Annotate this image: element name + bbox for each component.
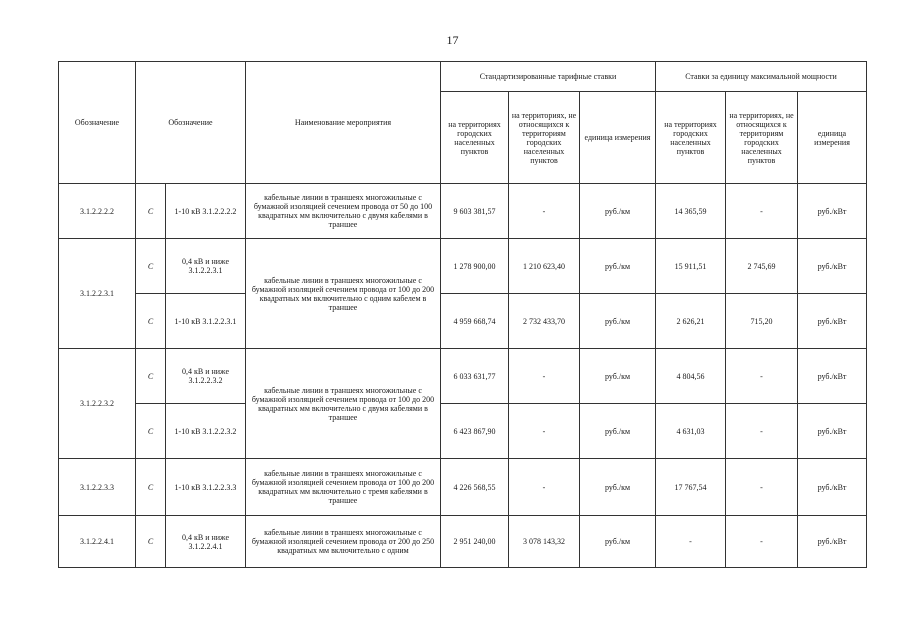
- row-std-unit: руб./км: [580, 239, 656, 294]
- row-code: 3.1.2.2.2.2: [59, 184, 136, 239]
- row-measure-name: кабельные линии в траншеях многожильные с бумажной изоляцией сечением провода от 100 до 200 квадратных мм включительно с одним кабелем в траншее: [246, 239, 441, 349]
- table-row: [59, 349, 867, 404]
- table-row: [59, 516, 867, 568]
- row-voltage: 1-10 кВ 3.1.2.2.3.3: [166, 459, 246, 516]
- row-pwr-unit: руб./кВт: [798, 459, 867, 516]
- row-pwr-urban: 4 804,56: [656, 349, 726, 404]
- row-std-nonurban: -: [509, 184, 580, 239]
- row-c: С: [136, 404, 166, 459]
- row-std-unit: руб./км: [580, 404, 656, 459]
- row-std-nonurban: -: [509, 404, 580, 459]
- row-voltage: 1-10 кВ 3.1.2.2.2.2: [166, 184, 246, 239]
- row-pwr-urban: -: [656, 516, 726, 568]
- row-pwr-unit: руб./кВт: [798, 184, 867, 239]
- row-std-unit: руб./км: [580, 459, 656, 516]
- row-pwr-unit: руб./кВт: [798, 404, 867, 459]
- row-std-unit: руб./км: [580, 349, 656, 404]
- row-pwr-nonurban: -: [726, 516, 798, 568]
- row-std-unit: руб./км: [580, 294, 656, 349]
- row-measure-name: кабельные линии в траншеях многожильные с бумажной изоляцией сечением провода от 200 до 250 квадратных мм включительно с одним: [246, 516, 441, 568]
- row-code: 3.1.2.2.3.2: [59, 349, 136, 459]
- table-row: [59, 239, 867, 294]
- header-urban-2: на территориях городских населенных пунктов: [656, 92, 726, 184]
- row-pwr-nonurban: -: [726, 349, 798, 404]
- row-c: С: [136, 294, 166, 349]
- row-std-unit: руб./км: [580, 184, 656, 239]
- header-urban-1: на территориях городских населенных пунктов: [441, 92, 509, 184]
- row-voltage: 1-10 кВ 3.1.2.2.3.2: [166, 404, 246, 459]
- row-pwr-urban: 2 626,21: [656, 294, 726, 349]
- row-pwr-nonurban: -: [726, 459, 798, 516]
- row-c: С: [136, 184, 166, 239]
- row-pwr-nonurban: 715,20: [726, 294, 798, 349]
- row-voltage: 0,4 кВ и ниже 3.1.2.2.3.1: [166, 239, 246, 294]
- row-std-urban: 9 603 381,57: [441, 184, 509, 239]
- row-voltage: 0,4 кВ и ниже 3.1.2.2.4.1: [166, 516, 246, 568]
- row-pwr-unit: руб./кВт: [798, 294, 867, 349]
- row-c: С: [136, 349, 166, 404]
- table-row: [59, 459, 867, 516]
- row-measure-name: кабельные линии в траншеях многожильные с бумажной изоляцией сечением провода от 50 до 100 квадратных мм включительно с двумя кабелями в траншее: [246, 184, 441, 239]
- header-unit-2: единица измерения: [798, 92, 867, 184]
- row-c: С: [136, 459, 166, 516]
- row-std-nonurban: 2 732 433,70: [509, 294, 580, 349]
- tariff-table: [58, 61, 867, 568]
- row-pwr-unit: руб./кВт: [798, 516, 867, 568]
- row-std-nonurban: 3 078 143,32: [509, 516, 580, 568]
- header-unit-1: единица измерения: [580, 92, 656, 184]
- row-std-unit: руб./км: [580, 516, 656, 568]
- row-voltage: 1-10 кВ 3.1.2.2.3.1: [166, 294, 246, 349]
- header-power-rates: Ставки за единицу максимальной мощности: [656, 62, 867, 92]
- row-std-nonurban: -: [509, 459, 580, 516]
- row-measure-name: кабельные линии в траншеях многожильные с бумажной изоляцией сечением провода от 100 до 200 квадратных мм включительно с тремя кабелями в траншее: [246, 459, 441, 516]
- table-row: [59, 184, 867, 239]
- row-std-urban: 4 959 668,74: [441, 294, 509, 349]
- table-row: [59, 404, 867, 459]
- row-pwr-unit: руб./кВт: [798, 239, 867, 294]
- row-std-urban: 1 278 900,00: [441, 239, 509, 294]
- row-pwr-nonurban: -: [726, 404, 798, 459]
- header-row-1: [59, 62, 867, 92]
- row-std-nonurban: -: [509, 349, 580, 404]
- row-pwr-urban: 17 767,54: [656, 459, 726, 516]
- header-measure-name: Наименование мероприятия: [246, 62, 441, 184]
- header-designation-1: Обозначение: [59, 62, 136, 184]
- row-c: С: [136, 239, 166, 294]
- row-measure-name: кабельные линии в траншеях многожильные с бумажной изоляцией сечением провода от 100 до 200 квадратных мм включительно с двумя кабелями в траншее: [246, 349, 441, 459]
- row-voltage: 0,4 кВ и ниже 3.1.2.2.3.2: [166, 349, 246, 404]
- row-std-urban: 2 951 240,00: [441, 516, 509, 568]
- header-standard-rates: Стандартизированные тарифные ставки: [441, 62, 656, 92]
- row-c: С: [136, 516, 166, 568]
- header-nonurban-2: на территориях, не относящихся к территориям городских населенных пунктов: [726, 92, 798, 184]
- header-designation-2: Обозначение: [136, 62, 246, 184]
- row-pwr-nonurban: -: [726, 184, 798, 239]
- row-pwr-urban: 4 631,03: [656, 404, 726, 459]
- header-nonurban-1: на территориях, не относящихся к территориям городских населенных пунктов: [509, 92, 580, 184]
- page-number: 17: [446, 33, 459, 47]
- row-pwr-urban: 15 911,51: [656, 239, 726, 294]
- table-row: [59, 294, 867, 349]
- row-pwr-urban: 14 365,59: [656, 184, 726, 239]
- row-std-urban: 4 226 568,55: [441, 459, 509, 516]
- row-pwr-nonurban: 2 745,69: [726, 239, 798, 294]
- row-std-nonurban: 1 210 623,40: [509, 239, 580, 294]
- row-code: 3.1.2.2.4.1: [59, 516, 136, 568]
- row-std-urban: 6 033 631,77: [441, 349, 509, 404]
- row-pwr-unit: руб./кВт: [798, 349, 867, 404]
- row-code: 3.1.2.2.3.1: [59, 239, 136, 349]
- row-code: 3.1.2.2.3.3: [59, 459, 136, 516]
- row-std-urban: 6 423 867,90: [441, 404, 509, 459]
